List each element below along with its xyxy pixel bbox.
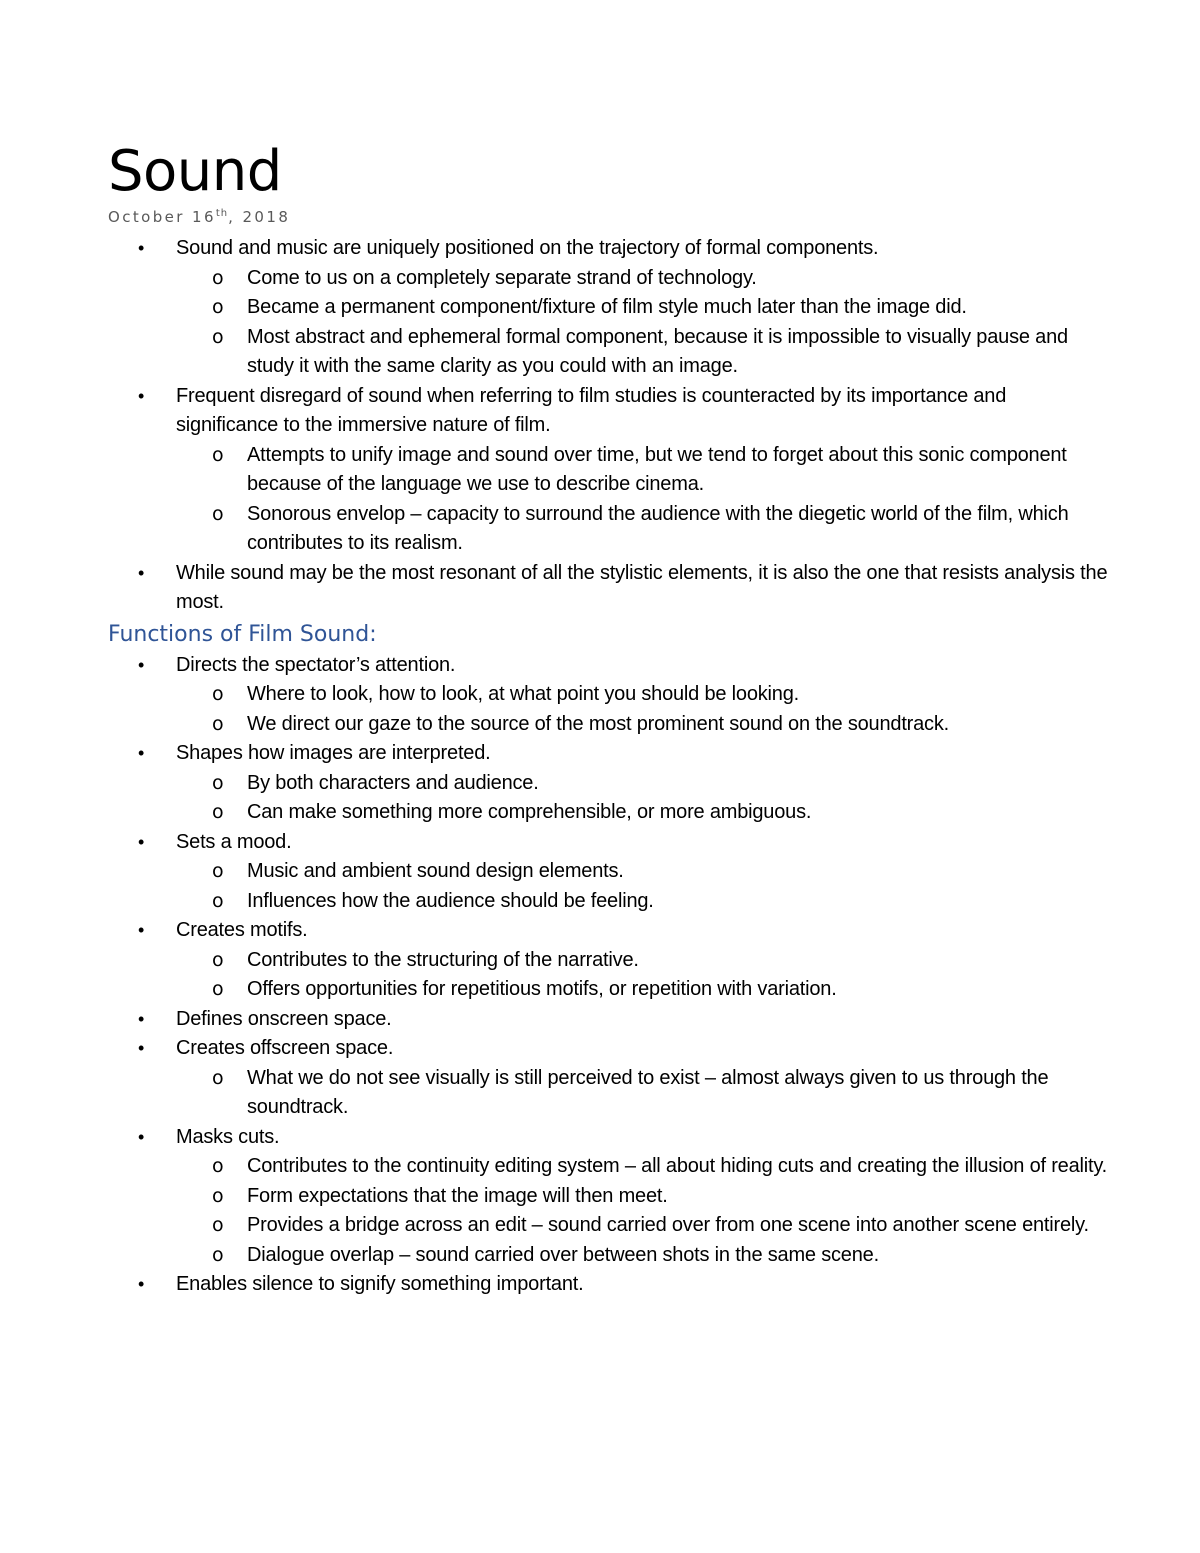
bullet-marker: •: [138, 238, 145, 258]
bullet-text: Directs the spectator’s attention.: [176, 653, 456, 676]
bullet-item: [108, 559, 1108, 618]
bullet-text: Contributes to the structuring of the narrative.: [247, 948, 639, 971]
document-page: [108, 140, 1108, 1300]
bullet-text: Frequent disregard of sound when referring to film studies is counteracted by its importance and significance to the immersive nature of film.: [176, 384, 1007, 436]
bullet-marker: •: [138, 385, 145, 406]
section-heading: Functions of Film Sound:: [108, 621, 377, 647]
sub-bullet-item: [108, 1182, 1108, 1212]
sub-bullet-marker: o: [212, 1214, 224, 1236]
sub-bullet-item: [108, 1152, 1108, 1182]
bullet-marker: •: [138, 654, 145, 675]
bullet-text: Form expectations that the image will then meet.: [247, 1184, 668, 1207]
date-year: , 2018: [228, 208, 291, 226]
bullet-item: [108, 1270, 1108, 1300]
bullet-item: [108, 916, 1108, 946]
document-title: Sound: [108, 139, 282, 204]
sub-bullet-item: [108, 798, 1108, 828]
bullet-item: [108, 1005, 1108, 1035]
bullet-text: Attempts to unify image and sound over time, but we tend to forget about this sonic component because of the language we use to describe cinema.: [247, 443, 1067, 495]
sub-bullet-marker: o: [212, 860, 224, 882]
bullet-text: Come to us on a completely separate strand of technology.: [247, 266, 757, 289]
bullet-text: Defines onscreen space.: [176, 1007, 392, 1030]
bullet-item: [108, 1123, 1108, 1153]
sub-bullet-marker: o: [212, 1243, 224, 1266]
sub-bullet-item: [108, 975, 1108, 1005]
bullet-text: Offers opportunities for repetitious motifs, or repetition with variation.: [247, 978, 837, 1000]
sub-bullet-marker: o: [212, 443, 224, 466]
bullet-marker: •: [138, 1274, 145, 1294]
bullet-text: While sound may be the most resonant of all the stylistic elements, it is also the one that resists analysis the most.: [176, 561, 1108, 613]
bullet-text: Provides a bridge across an edit – sound carried over from one scene into another scene entirely.: [247, 1214, 1089, 1236]
bullet-text: Became a permanent component/fixture of film style much later than the image did.: [247, 296, 967, 318]
bullet-text: We direct our gaze to the source of the most prominent sound on the soundtrack.: [247, 712, 950, 735]
date-suffix: th: [215, 208, 229, 219]
bullet-text: What we do not see visually is still perceived to exist – almost always given to us through the soundtrack.: [247, 1066, 1049, 1118]
sub-bullet-item: [108, 264, 1108, 294]
sub-bullet-item: [108, 1064, 1108, 1123]
bullet-text: Influences how the audience should be feeling.: [247, 889, 654, 912]
sub-bullet-item: [108, 293, 1108, 323]
bullet-marker: •: [138, 1126, 145, 1147]
bullet-item: [108, 382, 1108, 441]
bullet-text: Sets a mood.: [176, 830, 292, 853]
sub-bullet-marker: o: [212, 266, 224, 289]
bullet-text: Creates offscreen space.: [176, 1037, 394, 1059]
bullet-text: Masks cuts.: [176, 1125, 280, 1148]
bullet-item: [108, 828, 1108, 858]
sub-bullet-marker: o: [212, 502, 224, 525]
bullet-text: Creates motifs.: [176, 919, 308, 941]
bullet-text: Where to look, how to look, at what point you should be looking.: [247, 683, 799, 705]
bullet-marker: •: [138, 562, 145, 583]
bullet-marker: •: [138, 831, 145, 852]
bullet-text: Sound and music are uniquely positioned on the trajectory of formal components.: [176, 237, 879, 259]
bullet-text: Sonorous envelop – capacity to surround the audience with the diegetic world of the film, which contributes to its realism.: [247, 502, 1069, 554]
date-main: October 16: [108, 208, 216, 226]
sub-bullet-item: [108, 857, 1108, 887]
sub-bullet-item: [108, 680, 1108, 710]
bullet-text: Dialogue overlap – sound carried over between shots in the same scene.: [247, 1243, 879, 1266]
bullet-item: [108, 739, 1108, 769]
sub-bullet-marker: o: [212, 325, 224, 348]
sub-bullet-marker: o: [212, 1184, 224, 1207]
sub-bullet-item: [108, 441, 1108, 500]
sub-bullet-marker: o: [212, 801, 224, 823]
sub-bullet-marker: o: [212, 1155, 224, 1177]
bullet-item: [108, 651, 1108, 681]
intro-bullet-list: [108, 234, 1108, 618]
bullet-text: Enables silence to signify something important.: [176, 1273, 584, 1295]
sub-bullet-marker: o: [212, 948, 224, 971]
bullet-marker: •: [138, 920, 145, 940]
bullet-marker: •: [138, 1038, 145, 1058]
bullet-item: [108, 1034, 1108, 1064]
sub-bullet-item: [108, 1241, 1108, 1271]
sub-bullet-item: [108, 887, 1108, 917]
sub-bullet-item: [108, 946, 1108, 976]
sub-bullet-item: [108, 500, 1108, 559]
sub-bullet-marker: o: [212, 1066, 224, 1089]
bullet-text: Shapes how images are interpreted.: [176, 742, 491, 764]
bullet-text: Most abstract and ephemeral formal component, because it is impossible to visually pause and study it with the same clarity as you could with an image.: [247, 325, 1068, 377]
sub-bullet-item: [108, 323, 1108, 382]
bullet-text: Music and ambient sound design elements.: [247, 860, 624, 882]
sub-bullet-marker: o: [212, 712, 224, 735]
bullet-text: By both characters and audience.: [247, 771, 539, 794]
sub-bullet-marker: o: [212, 771, 224, 794]
bullet-text: Contributes to the continuity editing system – all about hiding cuts and creating the illusion of reality.: [247, 1155, 1108, 1177]
sub-bullet-marker: o: [212, 889, 224, 912]
sub-bullet-marker: o: [212, 683, 224, 705]
sub-bullet-item: [108, 769, 1108, 799]
sub-bullet-marker: o: [212, 978, 224, 1000]
functions-bullet-list: [108, 651, 1108, 1300]
bullet-marker: •: [138, 1008, 145, 1029]
sub-bullet-marker: o: [212, 296, 224, 318]
bullet-text: Can make something more comprehensible, or more ambiguous.: [247, 801, 812, 823]
document-date: [108, 208, 1108, 234]
sub-bullet-item: [108, 710, 1108, 740]
bullet-item: [108, 234, 1108, 264]
sub-bullet-item: [108, 1211, 1108, 1241]
bullet-marker: •: [138, 743, 145, 763]
